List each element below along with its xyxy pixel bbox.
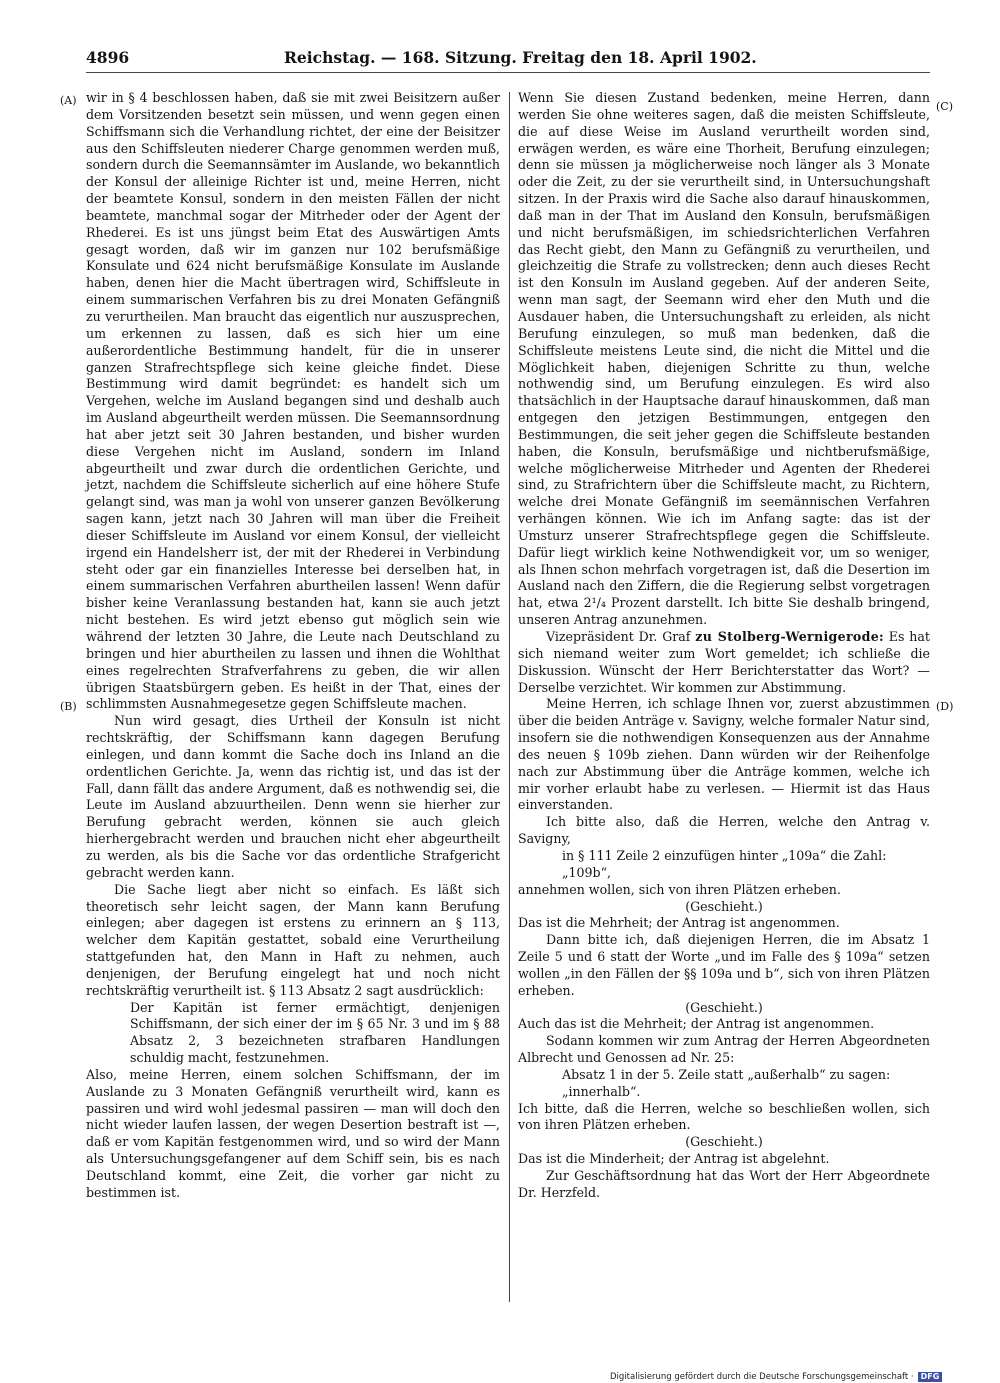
paragraph: Meine Herren, ich schlage Ihnen vor, zuerst abzustimmen über die beiden Anträge v. Savigny, welche formaler Natur sind, insofern sie die nothwendigen Konsequenzen aus der Annahme des neuen § 109b ziehen. Dann würden wir der Reihenfolge nach zur Abstimmung über die Anträge kommen, welche ich mir vorher erlaubt habe zu verlesen. — Hiermit ist das Haus einverstanden.: [518, 696, 930, 813]
paragraph: Die Sache liegt aber nicht so einfach. Es läßt sich theoretisch sehr leicht sagen, der Mann kann Berufung einlegen; aber dagegen ist erstens zu erinnern an § 113, welcher dem Kapitän gestattet, sobald eine Verurtheilung stattgefunden hat, den Mann in Haft zu nehmen, auch denjenigen, der Berufung eingelegt hat und noch nicht rechtskräftig verurtheilt ist. § 113 Absatz 2 sagt ausdrücklich:: [86, 881, 500, 998]
dfg-logo: DFG: [918, 1372, 943, 1382]
stage-direction: (Geschieht.): [685, 898, 763, 914]
margin-marker-b: (B): [60, 700, 77, 713]
page-header: [86, 48, 757, 70]
speaker-name: zu Stolberg-Wernigerode:: [695, 629, 884, 644]
paragraph: Zur Geschäftsordnung hat das Wort der Herr Abgeordnete Dr. Herzfeld.: [518, 1168, 930, 1200]
paragraph: Das ist die Mehrheit; der Antrag ist angenommen.: [518, 915, 840, 931]
paragraph: Also, meine Herren, einem solchen Schiffsmann, der im Auslande zu 3 Monaten Gefängniß verurtheilt wird, kann es passiren und wird wohl jedesmal passiren — man will doch den nicht wieder laufen lassen, der wegen Desertion bestraft ist —, daß er vom Kapitän festgenommen wird, und so wird der Mann als Untersuchungsgefangener auf dem Schiff sein, bis es nach Deutschland kommt, eine Zeit, die vorher gar nicht zu bestimmen ist.: [86, 1066, 500, 1200]
column-divider: [509, 92, 510, 1302]
paragraph: Das ist die Minderheit; der Antrag ist abgelehnt.: [518, 1151, 830, 1167]
stage-direction: (Geschieht.): [685, 999, 763, 1015]
header-rule: [86, 72, 930, 73]
speaker-label: Vizepräsident Dr. Graf: [546, 629, 696, 644]
margin-marker-d: (D): [936, 700, 954, 713]
footer-text: Digitalisierung gefördert durch die Deutsche Forschungsgemeinschaft ·: [610, 1372, 914, 1382]
paragraph: Wenn Sie diesen Zustand bedenken, meine Herren, dann werden Sie ohne weiteres sagen, daß die meisten Schiffsleute, die auf diese Weise im Ausland verurtheilt worden sind, erwägen werden, es wäre eine Thorheit, Berufung einzulegen; denn sie müssen ja möglicherweise noch länger als 3 Monate oder die Zeit, zu der sie verurtheilt sind, in Untersuchungshaft sitzen. In der Praxis wird die Sache also darauf hinauskommen, daß man in der That im Ausland den Konsuln, berufsmäßigen und nicht berufsmäßigen, im schiedsrichterlichen Verfahren das Recht giebt, den Mann zu Gefängniß zu verurtheilen, und gleichzeitig die Strafe zu vollstrecken; denn auch dieses Recht ist den Konsuln im Ausland gegeben. Auf der anderen Seite, wenn man sagt, der Seemann wird eher den Muth und die Ausdauer haben, die Untersuchungshaft zu erleiden, als nicht Berufung einzulegen, so muß man bedenken, daß die Schiffsleute meistens Leute sind, die nicht die Mittel und die Möglichkeit haben, diejenigen Schritte zu thun, welche nothwendig sind, um Berufung einzulegen. Es wird also thatsächlich in der Hauptsache darauf hinauskommen, daß man entgegen den jetzigen Bestimmungen, entgegen den Bestimmungen, die seit jeher gegen die Schiffsleute bestanden haben, die Konsuln, berufsmäßige und nichtberufsmäßige, welche möglicherweise Mitrheder und Agenten der Rhederei sind, zu Strafrichtern über die Schiffsleute macht, zu Richtern, welche drei Monate Gefängniß im seemännischen Verfahren verhängen können. Wie ich im Anfang sagte: das ist der Umsturz unserer Strafrechtspflege gegen die Schiffsleute. Dafür liegt wirklich keine Nothwendigkeit vor, um so weniger, als Ihnen schon mehrfach vorgetragen ist, daß die Desertion im Ausland nach den Ziffern, die die Regierung selbst vorgetragen hat, etwa 2¹/₄ Prozent darstellt. Ich bitte Sie deshalb bringend, unseren Antrag anzunehmen.: [518, 90, 930, 628]
left-column: [86, 90, 500, 1202]
page-number: 4896: [86, 48, 130, 67]
paragraph: Ich bitte also, daß die Herren, welche den Antrag v. Savigny,: [518, 814, 930, 847]
paragraph: annehmen wollen, sich von ihren Plätzen erheben.: [518, 881, 841, 897]
margin-marker-a: (A): [60, 94, 77, 107]
speaker-paragraph: [518, 629, 930, 696]
running-title: Reichstag. — 168. Sitzung. Freitag den 18. April 1902.: [284, 48, 757, 67]
margin-marker-c: (C): [936, 100, 953, 113]
motion-text: in § 111 Zeile 2 einzufügen hinter „109a“ die Zahl: „109b“,: [562, 847, 887, 880]
speaker-text: Es hat sich niemand weiter zum Wort gemeldet; ich schließe die Diskussion. Wünscht der Herr Berichterstatter das Wort? — Derselbe verzichtet. Wir kommen zur Abstimmung.: [518, 629, 930, 695]
law-quote: Der Kapitän ist ferner ermächtigt, denjenigen Schiffsmann, der sich einer der im § 65 Nr. 3 und im § 88 Absatz 2, 3 bezeichneten strafbaren Handlungen schuldig macht, festzunehmen.: [130, 999, 500, 1066]
stage-direction: (Geschieht.): [685, 1134, 763, 1150]
motion-text: Absatz 1 in der 5. Zeile statt „außerhalb“ zu sagen: „innerhalb“.: [562, 1066, 891, 1099]
funding-footer: [610, 1372, 942, 1383]
paragraph: Sodann kommen wir zum Antrag der Herren Abgeordneten Albrecht und Genossen ad Nr. 25:: [518, 1033, 930, 1066]
right-column: [518, 90, 930, 1202]
paragraph: wir in § 4 beschlossen haben, daß sie mit zwei Beisitzern außer dem Vorsitzenden besetzt sein müssen, und wenn gegen einen Schiffsmann sich die Verhandlung richtet, der eine der Beisitzer aus den Schiffsleuten niederer Charge genommen werden muß, sondern durch die Seemannsämter im Auslande, wo bekanntlich der Konsul der alleinige Richter ist und, meine Herren, nicht der beamtete Konsul, sondern in den meisten Fällen der nicht beamtete, manchmal sogar der Mitrheder oder der Agent der Rhederei. Es ist uns jüngst beim Etat des Auswärtigen Amts gesagt worden, daß wir im ganzen nur 102 berufsmäßige Konsulate und 624 nicht berufsmäßige Konsulate im Auslande haben, denen hier die Macht übertragen wird, Schiffsleute in einem summarischen Verfahren bis zu drei Monaten Gefängniß zu verurtheilen. Man braucht das eigentlich nur auszusprechen, um erkennen zu lassen, daß es sich hier um eine außerordentliche Bestimmung handelt, für die in unserer ganzen Strafrechtspflege sich keine gleiche findet. Diese Bestimmung wird damit begründet: es handelt sich um Vergehen, welche im Ausland begangen sind und deshalb auch im Ausland abgeurtheilt werden müssen. Die Seemannsordnung hat aber jetzt seit 30 Jahren bestanden, und bisher wurden diese Vergehen nicht im Ausland, sondern im Inland abgeurtheilt und zwar durch die ordentlichen Gerichte, und jetzt, nachdem die Schiffsleute sicherlich auf eine höhere Stufe gelangt sind, was man ja wohl von unserer ganzen Bevölkerung sagen kann, jetzt nach 30 Jahren will man über die Freiheit dieser Schiffsleute im Ausland vor einem Konsul, der vielleicht irgend ein Handelsherr ist, der mit der Rhederei in Verbindung steht oder gar ein finanzielles Interesse bei derselben hat, in einem summarischen Verfahren aburtheilen lassen! Wenn dafür bisher keine Veranlassung bestanden hat, kann sie auch jetzt nicht bestehen. Es wird jetzt ebenso gut möglich sein wie während der letzten 30 Jahre, die Leute nach Deutschland zu bringen und hier aburtheilen zu lassen und ihnen die Wohlthat eines regelrechten Strafverfahrens zu geben, die wir allen übrigen Staatsbürgern geben. Es heißt in der That, eines der schlimmsten Ausnahmegesetze gegen Schiffsleute machen.: [86, 90, 500, 712]
paragraph: Dann bitte ich, daß diejenigen Herren, die im Absatz 1 Zeile 5 und 6 statt der Worte „und im Falle des § 109a“ setzen wollen „in den Fällen der §§ 109a und b“, sich von ihren Plätzen erheben.: [518, 932, 930, 998]
paragraph: Ich bitte, daß die Herren, welche so beschließen wollen, sich von ihren Plätzen erheben.: [518, 1100, 930, 1133]
paragraph: Auch das ist die Mehrheit; der Antrag ist angenommen.: [518, 1016, 875, 1032]
paragraph: Nun wird gesagt, dies Urtheil der Konsuln ist nicht rechtskräftig, der Schiffsmann kann dagegen Berufung einlegen, und dann kommt die Sache doch ins Inland an die ordentlichen Gerichte. Ja, wenn das richtig ist, und das ist der Fall, dann fällt das andere Argument, daß es nothwendig sei, die Leute im Ausland abzuurtheilen. Denn wenn sie hierher zur Berufung gebracht werden, können sie auch gleich hierhergebracht werden und brauchen nicht eher abgeurtheilt zu werden, als bis die Sache vor das ordentliche Strafgericht gebracht werden kann.: [86, 713, 500, 880]
